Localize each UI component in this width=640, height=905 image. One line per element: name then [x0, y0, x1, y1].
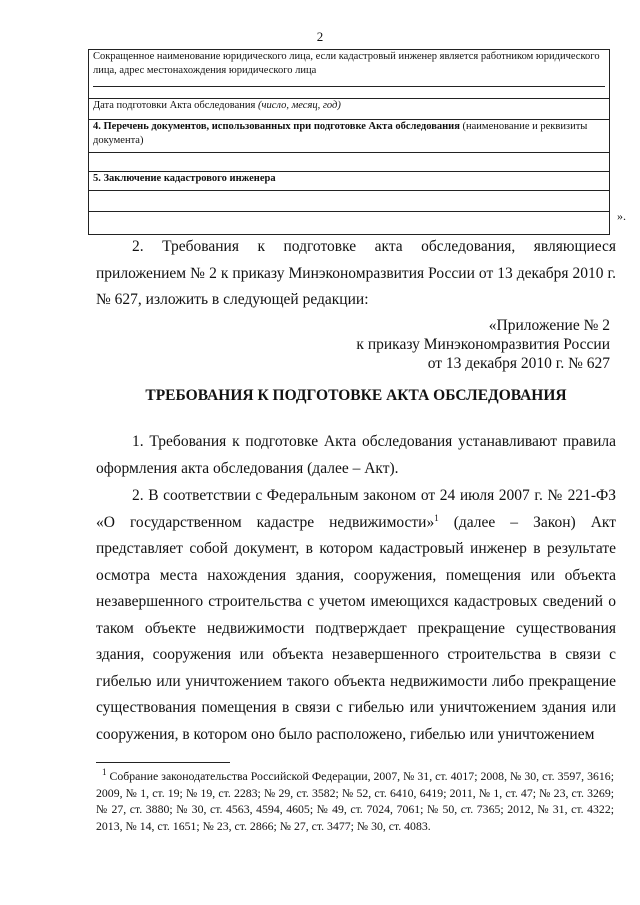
appendix-line-2: к приказу Минэкономразвития России [356, 336, 610, 353]
legal-entity-fill-line [93, 78, 605, 87]
footnote-separator [96, 762, 230, 763]
amendment-paragraph: 2. Требования к подготовке акта обследования, являющиеся приложением № 2 к приказу Минэкономразвития России от 13 декабря 2010 г. № 627, изложить в следующей редакции: [96, 238, 616, 308]
closing-quote: ». [617, 209, 626, 223]
requirements-paragraph-1: 1. Требования к подготовке Акта обследования устанавливают правила оформления акта обследования (далее – Акт). [96, 433, 616, 477]
appendix-line-3: от 13 декабря 2010 г. № 627 [427, 355, 610, 372]
documents-list-header-row [89, 120, 610, 153]
documents-list-hint: (наименование и реквизиты документа) [93, 121, 588, 146]
conclusion-header-row [89, 172, 610, 191]
survey-date-hint: (число, месяц, год) [257, 100, 341, 111]
legal-entity-label: Сокращенное наименование юридического лица, если кадастровый инженер является работником юридического лица, адрес местонахождения юридического лица [93, 51, 600, 76]
conclusion-title: 5. Заключение кадастрового инженера [93, 173, 276, 184]
act-form-table [88, 49, 610, 235]
requirements-paragraph-2 [96, 483, 616, 748]
footnote-reference: 1 [434, 512, 439, 523]
paragraph-2-part-a: 2. В соответствии с Федеральным законом от 24 июля 2007 г. № 221-ФЗ «О государственном кадастре недвижимости» [96, 487, 616, 531]
footnote-marker: 1 [102, 767, 107, 778]
conclusion-empty-row [89, 191, 610, 212]
conclusion-empty-row [89, 212, 610, 235]
appendix-line-1: «Приложение № 2 [488, 317, 610, 334]
section-heading: ТРЕБОВАНИЯ К ПОДГОТОВКЕ АКТА ОБСЛЕДОВАНИЯ [145, 387, 567, 404]
page-number: 2 [316, 29, 324, 44]
survey-date-row [89, 99, 610, 120]
appendix-reference [356, 316, 610, 373]
legal-entity-row [89, 50, 610, 99]
documents-list-title: 4. Перечень документов, использованных при подготовке Акта обследования [93, 121, 460, 132]
survey-date-label: Дата подготовки Акта обследования [93, 100, 256, 111]
paragraph-2-part-b: (далее – Закон) Акт представляет собой документ, в котором кадастровый инженер в результате осмотра места нахождения здания, сооружения, помещения или объекта незавершенного строительства с учетом имеющихся кадастровых сведений о таком объекте недвижимости подтверждает прекращение существования здания, сооружения или объекта незавершенного строительства в связи с гибелью или уничтожением такого объекта недвижимости либо прекращение существования помещения в связи с гибелью или уничтожением здания или сооружения, в котором оно было расположено, гибелью или уничтожением [96, 513, 616, 743]
footnote-text: Собрание законодательства Российской Федерации, 2007, № 31, ст. 4017; 2008, № 30, ст. 3597, 3616; 2009, № 1, ст. 19; № 19, ст. 2283; № 29, ст. 3582; № 52, ст. 6410, 6419; 2011, № 1, ст. 47; № 23, ст. 3269; № 27, ст. 3880; № 30, ст. 4563, 4594, 4605; № 49, ст. 7024, 7061; № 50, ст. 7365; 2012, № 31, ст. 4322; 2013, № 14, ст. 1651; № 23, ст. 2866; № 27, ст. 3477; № 30, ст. 4083. [96, 769, 614, 833]
documents-list-empty-row [89, 153, 610, 172]
footnote [96, 768, 614, 834]
